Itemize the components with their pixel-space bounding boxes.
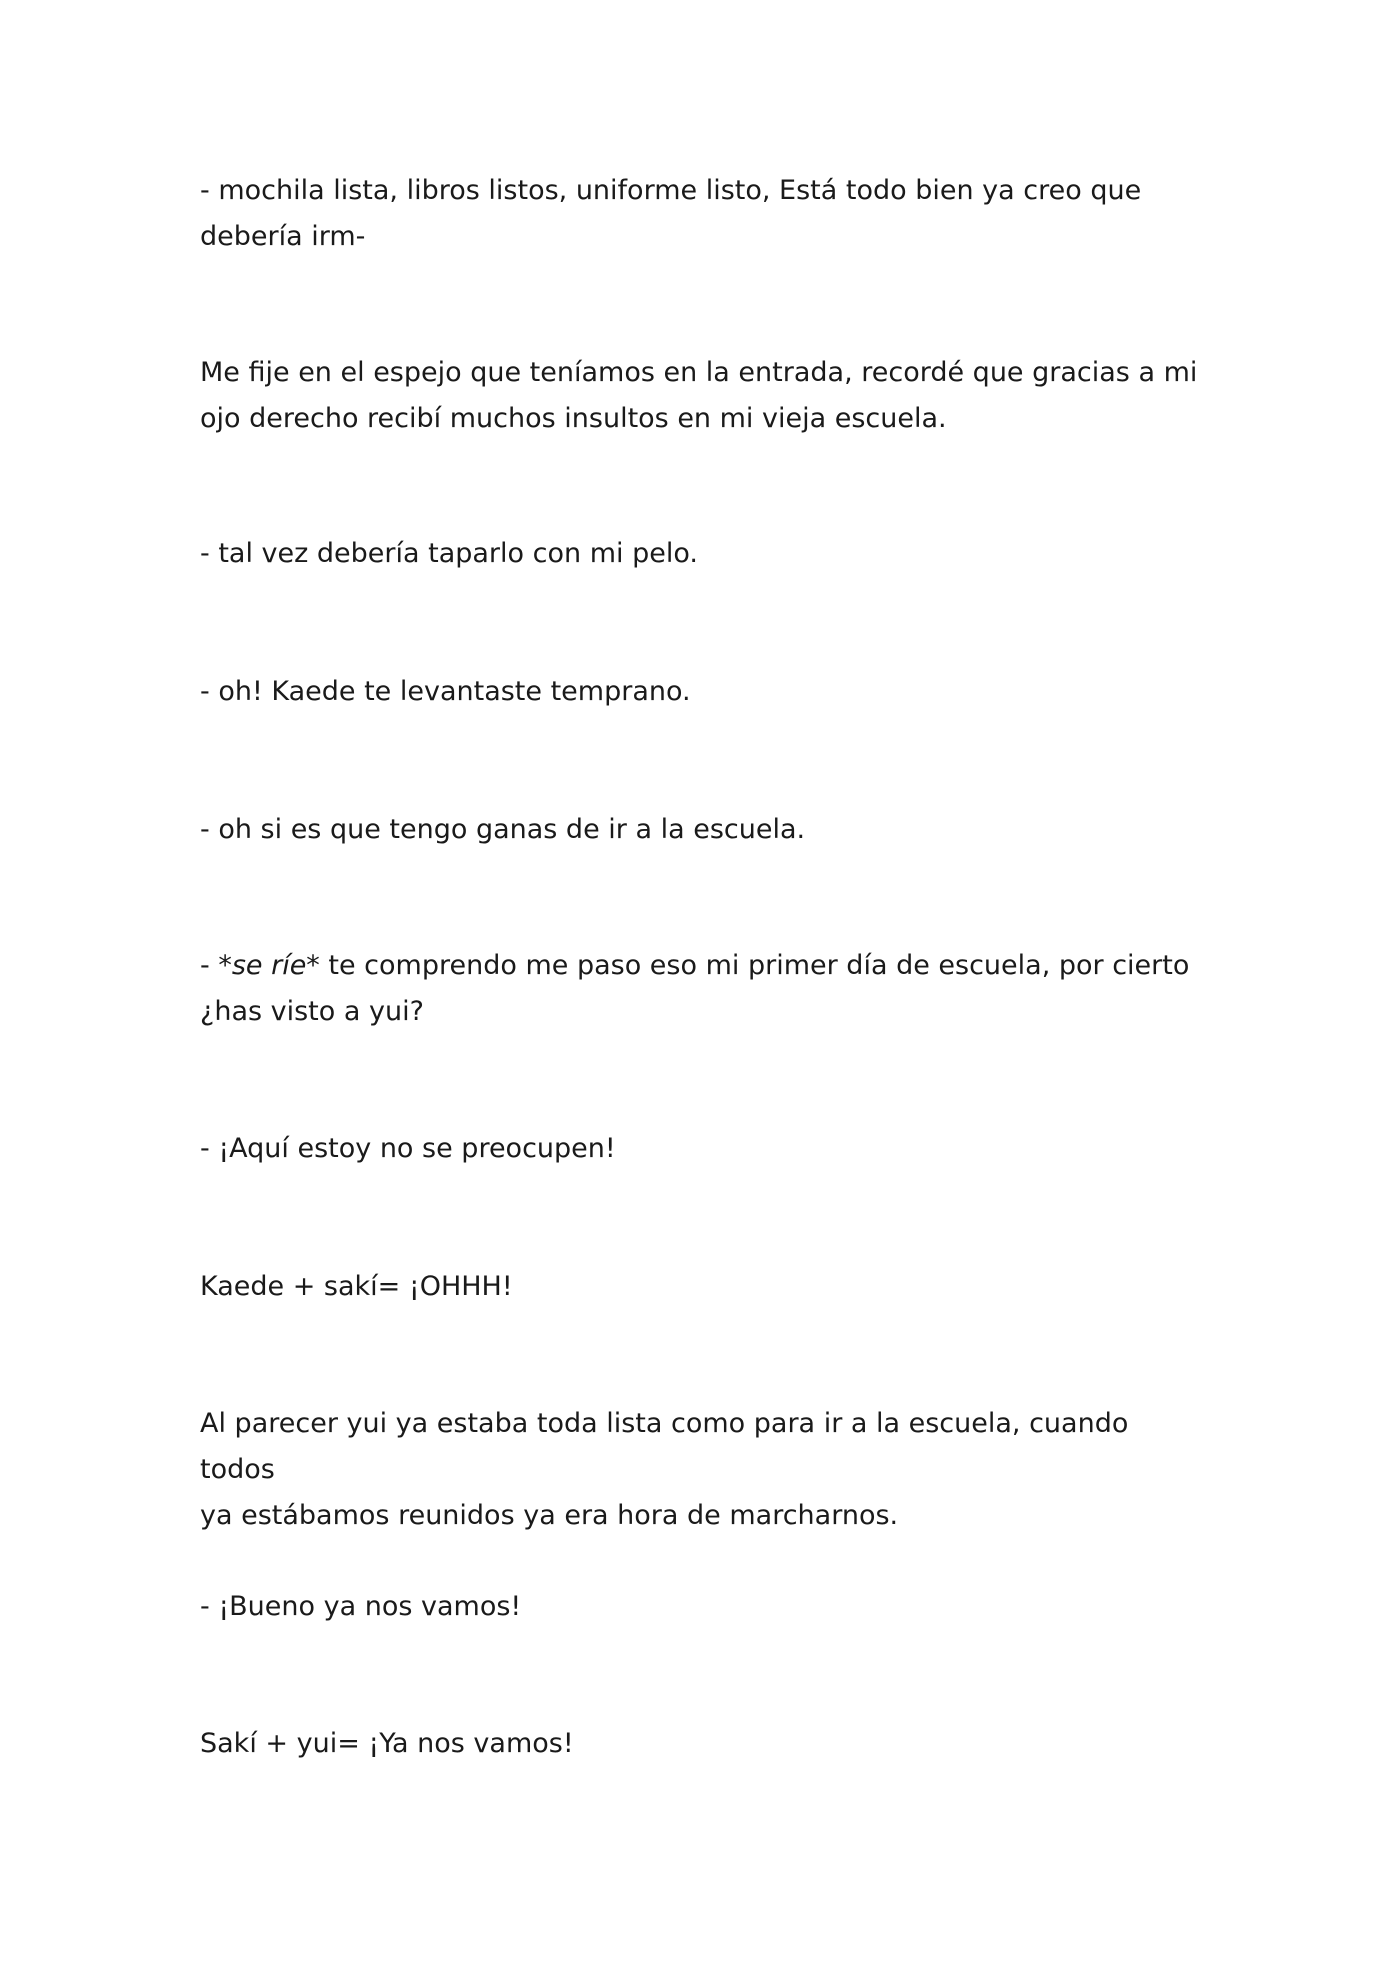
paragraph-4-line-1: - oh! Kaede te levantaste temprano.: [200, 676, 691, 707]
paragraph-3-line-1: - tal vez debería taparlo con mi pelo.: [200, 538, 698, 569]
paragraph-9: [200, 1401, 1200, 1539]
paragraph-3: [200, 531, 1200, 577]
paragraph-6: [200, 943, 1200, 1035]
paragraph-9-line-1: Al parecer yui ya estaba toda lista como para ir a la escuela, cuando todos: [200, 1408, 1129, 1485]
paragraph-5-line-1: - oh si es que tengo ganas de ir a la escuela.: [200, 814, 806, 845]
paragraph-1-line-2: debería irm-: [200, 221, 366, 252]
paragraph-5: [200, 807, 1200, 853]
paragraph-10-line-1: - ¡Bueno ya nos vamos!: [200, 1591, 522, 1622]
paragraph-7-line-1: - ¡Aquí estoy no se preocupen!: [200, 1133, 616, 1164]
paragraph-8-line-1: Kaede + sakí= ¡OHHH!: [200, 1271, 513, 1302]
paragraph-8: [200, 1264, 1200, 1310]
paragraph-4: [200, 669, 1200, 715]
paragraph-6-prefix: -: [200, 950, 219, 981]
paragraph-9-line-2: ya estábamos reunidos ya era hora de marcharnos.: [200, 1500, 899, 1531]
paragraph-6-line-2: ¿has visto a yui?: [200, 996, 424, 1027]
paragraph-2: [200, 350, 1200, 442]
paragraph-1-line-1: - mochila lista, libros listos, uniforme listo, Está todo bien ya creo que: [200, 175, 1142, 206]
paragraph-6-rest: te comprendo me paso eso mi primer día de escuela, por cierto: [319, 950, 1190, 981]
paragraph-2-line-2: ojo derecho recibí muchos insultos en mi vieja escuela.: [200, 403, 947, 434]
paragraph-1: [200, 168, 1200, 260]
paragraph-2-line-1: Me fije en el espejo que teníamos en la entrada, recordé que gracias a mi: [200, 357, 1198, 388]
paragraph-11: [200, 1721, 1200, 1767]
paragraph-6-emphasis: *se ríe*: [218, 950, 320, 981]
paragraph-7: [200, 1126, 1200, 1172]
paragraph-11-line-1: Sakí + yui= ¡Ya nos vamos!: [200, 1728, 574, 1759]
paragraph-10: [200, 1584, 1200, 1630]
